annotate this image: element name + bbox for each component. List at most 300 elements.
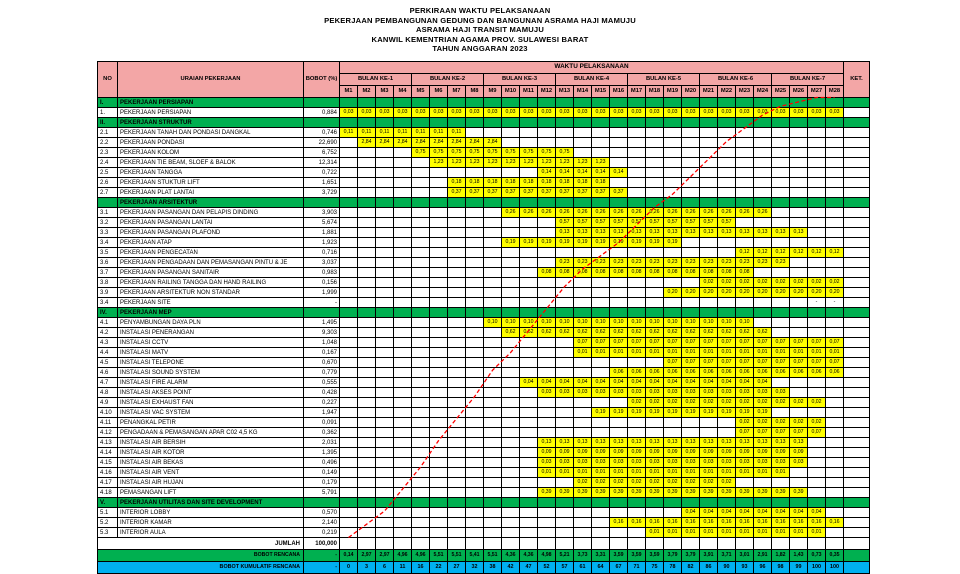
week-cell [502, 358, 520, 368]
week-cell: 1,23 [538, 158, 556, 168]
week-cell: 0,03 [808, 108, 826, 118]
week-cell: 0,03 [754, 458, 772, 468]
week-cell: 0,01 [718, 528, 736, 538]
item-row [98, 528, 870, 538]
item-bobot: 3,729 [304, 188, 340, 198]
week-cell [808, 388, 826, 398]
week-cell [448, 308, 466, 318]
week-cell [754, 148, 772, 158]
week-cell: 0,19 [628, 408, 646, 418]
ket-cell [844, 468, 870, 478]
week-cell: 0,37 [556, 188, 574, 198]
ket-cell [844, 278, 870, 288]
week-cell: 1,23 [430, 158, 448, 168]
week-cell [718, 198, 736, 208]
ket-cell [844, 348, 870, 358]
week-cell [592, 278, 610, 288]
week-cell [538, 298, 556, 308]
week-cell: 0,03 [376, 108, 394, 118]
week-cell [358, 538, 376, 550]
week-cell [376, 308, 394, 318]
week-cell [538, 408, 556, 418]
week-cell: 0,01 [700, 528, 718, 538]
week-cell [376, 268, 394, 278]
week-cell: 0,23 [556, 258, 574, 268]
week-cell: 0,08 [664, 268, 682, 278]
week-cell [700, 238, 718, 248]
week-cell [700, 498, 718, 508]
week-cell [574, 408, 592, 418]
week-cell [358, 528, 376, 538]
week-cell [520, 228, 538, 238]
week-cell: 0,03 [790, 458, 808, 468]
week-cell: 1,23 [556, 158, 574, 168]
week-cell: 0,10 [682, 318, 700, 328]
week-cell: 0,20 [700, 288, 718, 298]
ket-cell [844, 218, 870, 228]
week-cell: 0,75 [448, 148, 466, 158]
week-cell: 0,01 [700, 348, 718, 358]
week-cell [448, 318, 466, 328]
week-cell [448, 398, 466, 408]
item-row [98, 168, 870, 178]
week-cell [430, 198, 448, 208]
week-cell [340, 428, 358, 438]
week-cell: 0,11 [448, 128, 466, 138]
week-cell: 0,10 [502, 318, 520, 328]
week-cell [376, 148, 394, 158]
week-cell [466, 288, 484, 298]
week-cell [412, 218, 430, 228]
week-cell [790, 498, 808, 508]
kumulatif-cell: 86 [700, 562, 718, 574]
item-label: INSTALASI CCTV [118, 338, 304, 348]
week-cell [394, 398, 412, 408]
item-row [98, 398, 870, 408]
week-cell [502, 138, 520, 148]
rencana-cell: 4,36 [502, 550, 520, 562]
week-cell [556, 538, 574, 550]
week-cell: 0,13 [556, 228, 574, 238]
week-cell [340, 398, 358, 408]
week-cell [646, 278, 664, 288]
week-cell [466, 508, 484, 518]
week-cell [376, 478, 394, 488]
ket-cell [844, 178, 870, 188]
week-cell: 0,07 [682, 358, 700, 368]
week-cell: 0,06 [664, 368, 682, 378]
week-cell [376, 498, 394, 508]
item-bobot: 1,048 [304, 338, 340, 348]
week-cell: 0,75 [484, 148, 502, 158]
week-cell [520, 428, 538, 438]
week-cell: 0,07 [826, 338, 844, 348]
week-cell: 0,20 [790, 288, 808, 298]
week-cell [448, 458, 466, 468]
week-cell [358, 158, 376, 168]
week-cell: 0,03 [574, 108, 592, 118]
week-cell [646, 168, 664, 178]
week-cell [358, 238, 376, 248]
week-cell [538, 358, 556, 368]
item-row [98, 248, 870, 258]
week-cell [556, 138, 574, 148]
week-cell [394, 218, 412, 228]
month-header: BULAN KE-1 [340, 74, 412, 86]
week-cell [610, 508, 628, 518]
week-cell: 0,01 [664, 348, 682, 358]
week-cell [376, 488, 394, 498]
week-cell [718, 498, 736, 508]
week-cell [412, 198, 430, 208]
week-cell [826, 478, 844, 488]
kumulatif-cell: 100 [808, 562, 826, 574]
week-cell [664, 168, 682, 178]
week-cell [826, 328, 844, 338]
item-row [98, 428, 870, 438]
week-cell [664, 278, 682, 288]
week-cell [358, 518, 376, 528]
week-header: M2 [358, 86, 376, 98]
week-cell [448, 348, 466, 358]
week-cell [592, 138, 610, 148]
week-cell: 0,62 [538, 328, 556, 338]
week-cell [448, 328, 466, 338]
week-cell [376, 208, 394, 218]
item-no: 2.5 [98, 168, 118, 178]
week-cell [412, 248, 430, 258]
week-cell: 0,03 [772, 458, 790, 468]
week-cell [394, 518, 412, 528]
week-cell: 0,02 [772, 418, 790, 428]
week-cell [520, 248, 538, 258]
week-cell [484, 358, 502, 368]
week-cell: 0,02 [646, 478, 664, 488]
week-cell [340, 488, 358, 498]
item-row [98, 418, 870, 428]
week-cell: 0,13 [736, 438, 754, 448]
week-header: M1 [340, 86, 358, 98]
week-cell: 0,03 [736, 388, 754, 398]
week-cell [340, 478, 358, 488]
item-label: PEKERJAAN PLAT LANTAI [118, 188, 304, 198]
week-cell [574, 518, 592, 528]
week-cell [448, 388, 466, 398]
week-cell [358, 338, 376, 348]
week-cell: 0,07 [826, 358, 844, 368]
week-cell [502, 438, 520, 448]
week-cell [430, 178, 448, 188]
week-cell [358, 188, 376, 198]
week-cell [736, 118, 754, 128]
week-cell [520, 478, 538, 488]
week-cell [754, 138, 772, 148]
kumulatif-cell: 93 [736, 562, 754, 574]
week-cell: 0,07 [808, 428, 826, 438]
week-cell [520, 128, 538, 138]
rencana-cell: 4,96 [412, 550, 430, 562]
week-cell [718, 428, 736, 438]
week-cell: 0,04 [754, 378, 772, 388]
week-cell [520, 278, 538, 288]
rencana-cell: 3,31 [592, 550, 610, 562]
week-cell [502, 198, 520, 208]
week-cell: 0,20 [826, 288, 844, 298]
week-cell: 0,08 [682, 268, 700, 278]
week-cell: 0,62 [646, 328, 664, 338]
week-cell [484, 198, 502, 208]
week-cell [826, 408, 844, 418]
kumulatif-cell: 38 [484, 562, 502, 574]
week-cell: 0,20 [772, 288, 790, 298]
ket-cell [844, 118, 870, 128]
week-cell: 0,03 [466, 108, 484, 118]
week-cell: 0,04 [520, 378, 538, 388]
week-cell [592, 118, 610, 128]
week-cell: 0,75 [520, 148, 538, 158]
ket-cell [844, 158, 870, 168]
week-cell [574, 128, 592, 138]
week-cell [664, 178, 682, 188]
item-label: INSTALASI EXHAUST FAN [118, 398, 304, 408]
item-bobot: 0,091 [304, 418, 340, 428]
item-row [98, 318, 870, 328]
week-cell [376, 198, 394, 208]
week-cell [592, 508, 610, 518]
week-cell [484, 128, 502, 138]
item-row [98, 218, 870, 228]
rencana-cell: 5,21 [556, 550, 574, 562]
week-cell: 0,01 [664, 528, 682, 538]
week-cell: 0,03 [538, 108, 556, 118]
week-cell [430, 418, 448, 428]
week-cell [448, 428, 466, 438]
week-cell: 0,26 [502, 208, 520, 218]
kumulatif-cell: 3 [358, 562, 376, 574]
week-cell [610, 298, 628, 308]
week-cell: 0,09 [790, 448, 808, 458]
week-cell: 0,07 [610, 338, 628, 348]
week-cell: 0,03 [682, 108, 700, 118]
item-row [98, 178, 870, 188]
week-cell [538, 508, 556, 518]
week-cell [826, 218, 844, 228]
week-cell [484, 338, 502, 348]
week-cell: 0,03 [412, 108, 430, 118]
item-label: PEKERJAAN RAILING TANGGA DAN HAND RAILING [118, 278, 304, 288]
week-cell: 0,03 [484, 108, 502, 118]
week-cell [466, 248, 484, 258]
item-label: PEKERJAAN KOLOM [118, 148, 304, 158]
week-cell: 0,04 [808, 508, 826, 518]
week-cell: 0,13 [682, 438, 700, 448]
week-cell [556, 288, 574, 298]
week-cell [466, 348, 484, 358]
item-row [98, 438, 870, 448]
week-header: M25 [772, 86, 790, 98]
week-cell [520, 528, 538, 538]
week-cell [646, 148, 664, 158]
week-cell: 0,03 [394, 108, 412, 118]
week-cell: 0,07 [754, 358, 772, 368]
week-cell [610, 288, 628, 298]
kumulatif-cell: 57 [556, 562, 574, 574]
ket-cell [844, 408, 870, 418]
week-header: M12 [538, 86, 556, 98]
week-cell [574, 528, 592, 538]
week-cell: 0,13 [700, 228, 718, 238]
ket-cell [844, 198, 870, 208]
week-cell: 0,02 [826, 278, 844, 288]
item-bobot: 5,791 [304, 488, 340, 498]
ket-cell [844, 98, 870, 108]
week-cell [358, 328, 376, 338]
week-cell [808, 138, 826, 148]
week-cell: - [826, 298, 844, 308]
week-cell [340, 448, 358, 458]
week-cell [682, 98, 700, 108]
week-cell [682, 298, 700, 308]
week-cell: 0,13 [772, 228, 790, 238]
week-cell: 0,07 [700, 358, 718, 368]
week-cell: 0,01 [826, 348, 844, 358]
week-cell: 2,84 [394, 138, 412, 148]
week-cell: 0,10 [592, 318, 610, 328]
week-cell: 0,03 [718, 108, 736, 118]
week-cell [448, 118, 466, 128]
week-cell [772, 168, 790, 178]
week-cell [466, 408, 484, 418]
week-cell: 0,13 [628, 438, 646, 448]
week-cell [646, 538, 664, 550]
ket-cell [844, 318, 870, 328]
col-header-bobot: BOBOT (%) [304, 62, 340, 98]
week-cell [484, 118, 502, 128]
week-cell [682, 158, 700, 168]
week-cell [574, 358, 592, 368]
item-label: PEKERJAAN ATAP [118, 238, 304, 248]
week-cell [610, 498, 628, 508]
week-cell [538, 98, 556, 108]
week-cell [340, 318, 358, 328]
item-label: INSTALASI FIRE ALARM [118, 378, 304, 388]
week-cell [484, 388, 502, 398]
week-cell: 0,04 [682, 508, 700, 518]
item-no: 5.2 [98, 518, 118, 528]
week-cell [808, 258, 826, 268]
item-no: 3.4 [98, 238, 118, 248]
week-cell: 0,19 [574, 238, 592, 248]
week-cell [610, 198, 628, 208]
week-cell [394, 278, 412, 288]
item-no: 2.3 [98, 148, 118, 158]
week-cell: 0,75 [538, 148, 556, 158]
week-cell [772, 118, 790, 128]
month-header: BULAN KE-4 [556, 74, 628, 86]
week-cell [358, 388, 376, 398]
rencana-cell: 4,96 [394, 550, 412, 562]
week-cell [394, 498, 412, 508]
week-cell [826, 148, 844, 158]
week-cell [520, 518, 538, 528]
week-cell [700, 138, 718, 148]
week-cell [772, 478, 790, 488]
week-cell [394, 488, 412, 498]
week-cell [538, 338, 556, 348]
week-cell [592, 358, 610, 368]
week-cell: 0,13 [592, 438, 610, 448]
week-cell [394, 258, 412, 268]
week-cell [610, 128, 628, 138]
week-cell: 0,16 [610, 518, 628, 528]
week-cell [520, 308, 538, 318]
rencana-cell: 0,73 [808, 550, 826, 562]
week-cell [772, 268, 790, 278]
week-cell: 0,04 [700, 508, 718, 518]
week-cell: 0,06 [808, 368, 826, 378]
week-cell: 0,12 [754, 248, 772, 258]
week-cell [520, 218, 538, 228]
week-cell [412, 228, 430, 238]
week-cell: 0,07 [700, 338, 718, 348]
week-cell [340, 308, 358, 318]
week-cell [430, 398, 448, 408]
item-no: 3.2 [98, 218, 118, 228]
item-no: 4.11 [98, 418, 118, 428]
week-cell: 0,19 [664, 238, 682, 248]
week-cell [466, 358, 484, 368]
week-cell [466, 368, 484, 378]
week-cell [466, 168, 484, 178]
week-cell [358, 318, 376, 328]
week-cell [556, 408, 574, 418]
week-cell [628, 298, 646, 308]
item-no: 2.1 [98, 128, 118, 138]
week-cell [538, 518, 556, 528]
week-cell [664, 98, 682, 108]
week-cell [682, 248, 700, 258]
week-cell: 0,07 [736, 358, 754, 368]
week-cell: 0,02 [754, 278, 772, 288]
week-cell: 0,03 [574, 388, 592, 398]
week-cell [466, 398, 484, 408]
week-cell [358, 448, 376, 458]
week-cell: 0,62 [502, 328, 520, 338]
week-cell [412, 388, 430, 398]
ket-cell [844, 488, 870, 498]
week-cell [520, 508, 538, 518]
week-cell [466, 528, 484, 538]
week-cell [430, 308, 448, 318]
item-label: INSTALASI AIR KOTOR [118, 448, 304, 458]
week-cell: 0,39 [574, 488, 592, 498]
week-cell: 0,02 [682, 478, 700, 488]
week-cell: 0,03 [610, 388, 628, 398]
item-bobot: 22,690 [304, 138, 340, 148]
week-cell: 0,57 [574, 218, 592, 228]
week-cell: 0,03 [592, 388, 610, 398]
week-cell: 0,62 [628, 328, 646, 338]
item-label: PEKERJAAN TIE BEAM, SLOEF & BALOK [118, 158, 304, 168]
week-cell [412, 418, 430, 428]
week-cell: 0,06 [826, 368, 844, 378]
rencana-cell: 4,36 [520, 550, 538, 562]
week-cell [394, 438, 412, 448]
week-cell [484, 518, 502, 528]
week-cell [826, 508, 844, 518]
item-no: 4.16 [98, 468, 118, 478]
item-bobot: 1,923 [304, 238, 340, 248]
